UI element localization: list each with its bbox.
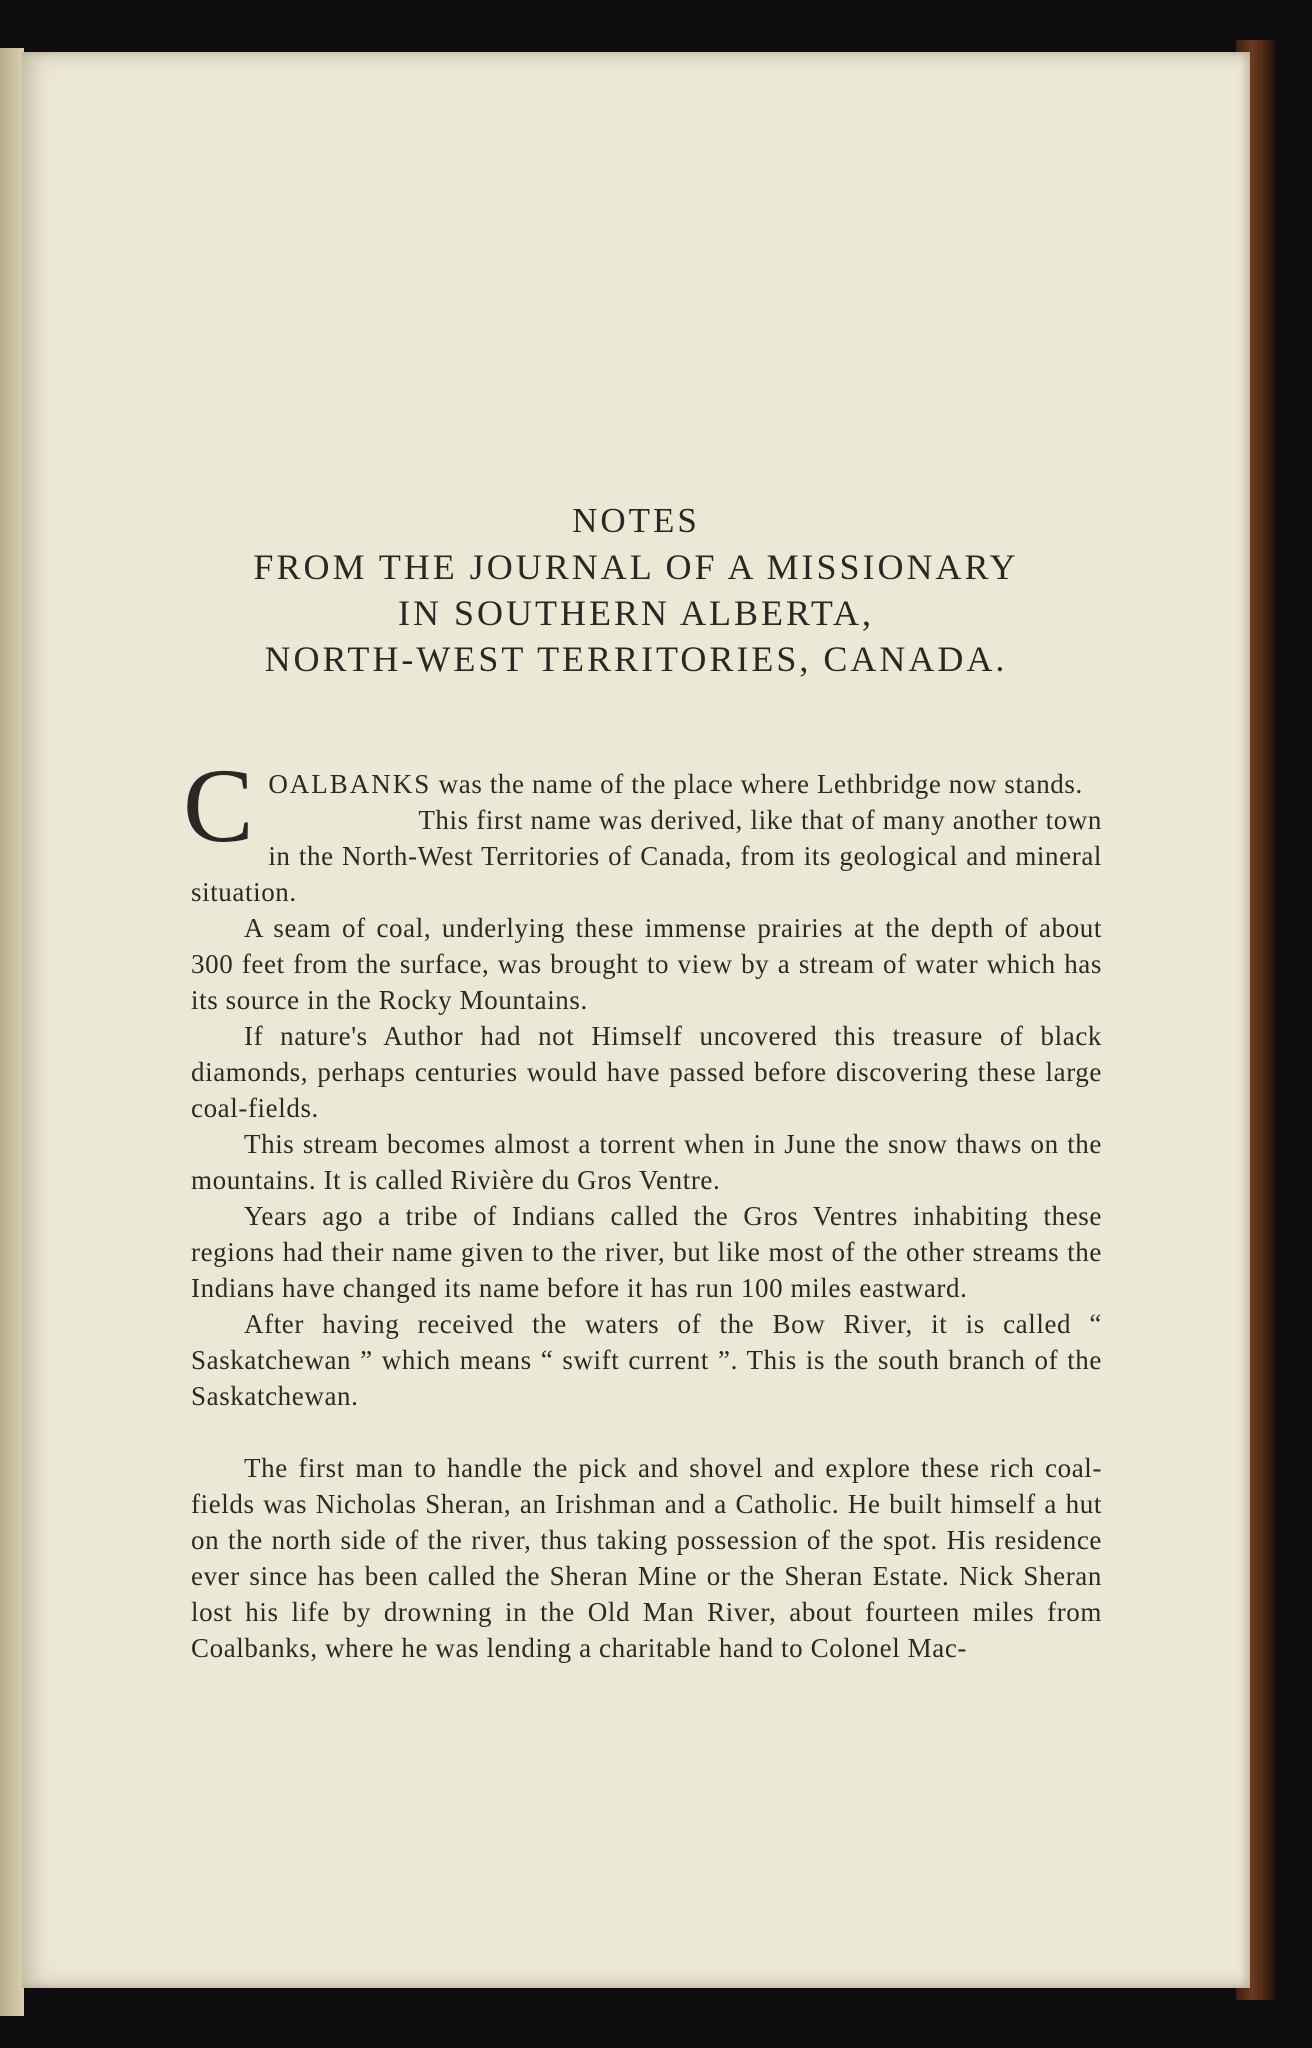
- paragraph-5: This stream becomes almost a torrent when in June the snow thaws on the mountains. It is called Rivière du Gros Ventre.: [191, 1129, 1102, 1195]
- paragraph-2: This first name was derived, like that of many another town in the North-West Territories of Canada, from its geological and mineral situation.: [191, 805, 1102, 907]
- book-page: [22, 52, 1250, 1988]
- section-gap: [191, 1414, 1102, 1450]
- paragraph-3: A seam of coal, underlying these immense prairies at the depth of about 300 feet from the surface, was brought to view by a stream of water which has its source in the Rocky Mountains.: [191, 913, 1102, 1015]
- heading-line-3: IN SOUTHERN ALBERTA,: [398, 593, 874, 633]
- paragraph-6: Years ago a tribe of Indians called the Gros Ventres inhabiting these regions had their name given to the river, but like most of the other streams the Indians have changed its name before it has run 100 miles eastward.: [191, 1201, 1102, 1303]
- heading-line-4: NORTH-WEST TERRITORIES, CANADA.: [264, 639, 1008, 679]
- body-text: [183, 747, 1102, 1666]
- left-page-edge: [0, 48, 24, 2016]
- paragraph-7: After having received the waters of the Bow River, it is called “ Saskatchewan ” which means “ swift current ”. This is the south branch of the Saskatchewan.: [191, 1309, 1102, 1411]
- heading-line-2: FROM THE JOURNAL OF A MISSIONARY: [253, 547, 1019, 587]
- paragraph-1-text: was the name of the place where Lethbridge now stands.: [431, 769, 1083, 799]
- chapter-heading: [22, 498, 1250, 682]
- paragraph-8: The first man to handle the pick and shovel and explore these rich coal-fields was Nicholas Sheran, an Irishman and a Catholic. He built himself a hut on the north side of the river, thus taking possession of the spot. His residence ever since has been called the Sheran Mine or the Sheran Estate. Nick Sheran lost his life by drowning in the Old Man River, about fourteen miles from Coalbanks, where he was lending a charitable hand to Colonel Mac-: [191, 1453, 1102, 1663]
- paragraph-4: If nature's Author had not Himself uncovered this treasure of black diamonds, perhaps centuries would have passed before discovering these large coal-fields.: [191, 1021, 1102, 1123]
- small-caps-word: OALBANKS: [268, 769, 432, 799]
- drop-cap: C: [183, 747, 255, 864]
- heading-line-1: NOTES: [572, 501, 700, 540]
